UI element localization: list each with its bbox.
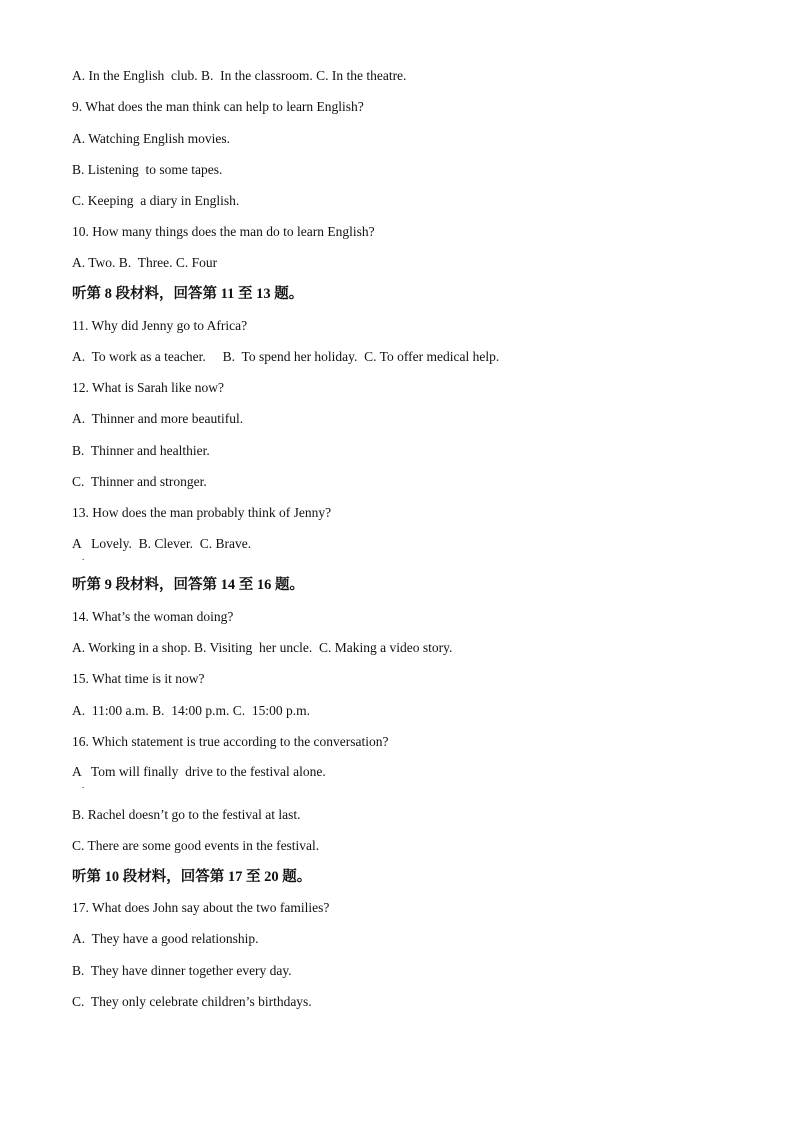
q12-option-a: A. Thinner and more beautiful.: [72, 411, 244, 426]
q15-options: A. 11:00 a.m. B. 14:00 p.m. C. 15:00 p.m.: [72, 703, 311, 718]
q17-option-a: A. They have a good relationship.: [72, 931, 259, 946]
q14-options: A. Working in a shop. B. Visiting her uncle. C. Making a video story.: [72, 640, 453, 655]
q13-option-a-dot: .: [82, 552, 85, 562]
section-heading-8: 听第 8 段材料，回答第 11 至 13 题。: [72, 286, 304, 302]
q13-question: 13. How does the man probably think of Jenny?: [72, 505, 332, 520]
q16-question: 16. Which statement is true according to the conversation?: [72, 734, 389, 749]
section-heading-9: 听第 9 段材料，回答第 14 至 16 题。: [72, 577, 304, 593]
q8-options: A. In the English club. B. In the classroom. C. In the theatre.: [72, 68, 407, 83]
section-heading-10: 听第 10 段材料，回答第 17 至 20 题。: [72, 869, 312, 885]
q17-option-b: B. They have dinner together every day.: [72, 963, 292, 978]
q9-question: 9. What does the man think can help to learn English?: [72, 99, 364, 114]
q12-option-b: B. Thinner and healthier.: [72, 443, 210, 458]
q16-option-c: C. There are some good events in the festival.: [72, 838, 320, 853]
q11-options: A. To work as a teacher. B. To spend her holiday. C. To offer medical help.: [72, 349, 500, 364]
q13-options: A Lovely. B. Clever. C. Brave.: [72, 536, 252, 551]
q14-question: 14. What’s the woman doing?: [72, 609, 234, 624]
q9-option-a: A. Watching English movies.: [72, 131, 231, 146]
q9-option-b: B. Listening to some tapes.: [72, 162, 223, 177]
q12-question: 12. What is Sarah like now?: [72, 380, 224, 395]
q12-option-c: C. Thinner and stronger.: [72, 474, 207, 489]
q10-options: A. Two. B. Three. C. Four: [72, 255, 218, 270]
q10-question: 10. How many things does the man do to learn English?: [72, 224, 375, 239]
q16-option-b: B. Rachel doesn’t go to the festival at last.: [72, 807, 301, 822]
q15-question: 15. What time is it now?: [72, 671, 205, 686]
q17-question: 17. What does John say about the two families?: [72, 900, 330, 915]
q11-question: 11. Why did Jenny go to Africa?: [72, 318, 248, 333]
q16-option-a-dot: .: [82, 780, 85, 790]
q9-option-c: C. Keeping a diary in English.: [72, 193, 240, 208]
q17-option-c: C. They only celebrate children’s birthdays.: [72, 994, 312, 1009]
q16-option-a: A Tom will finally drive to the festival alone.: [72, 764, 326, 779]
